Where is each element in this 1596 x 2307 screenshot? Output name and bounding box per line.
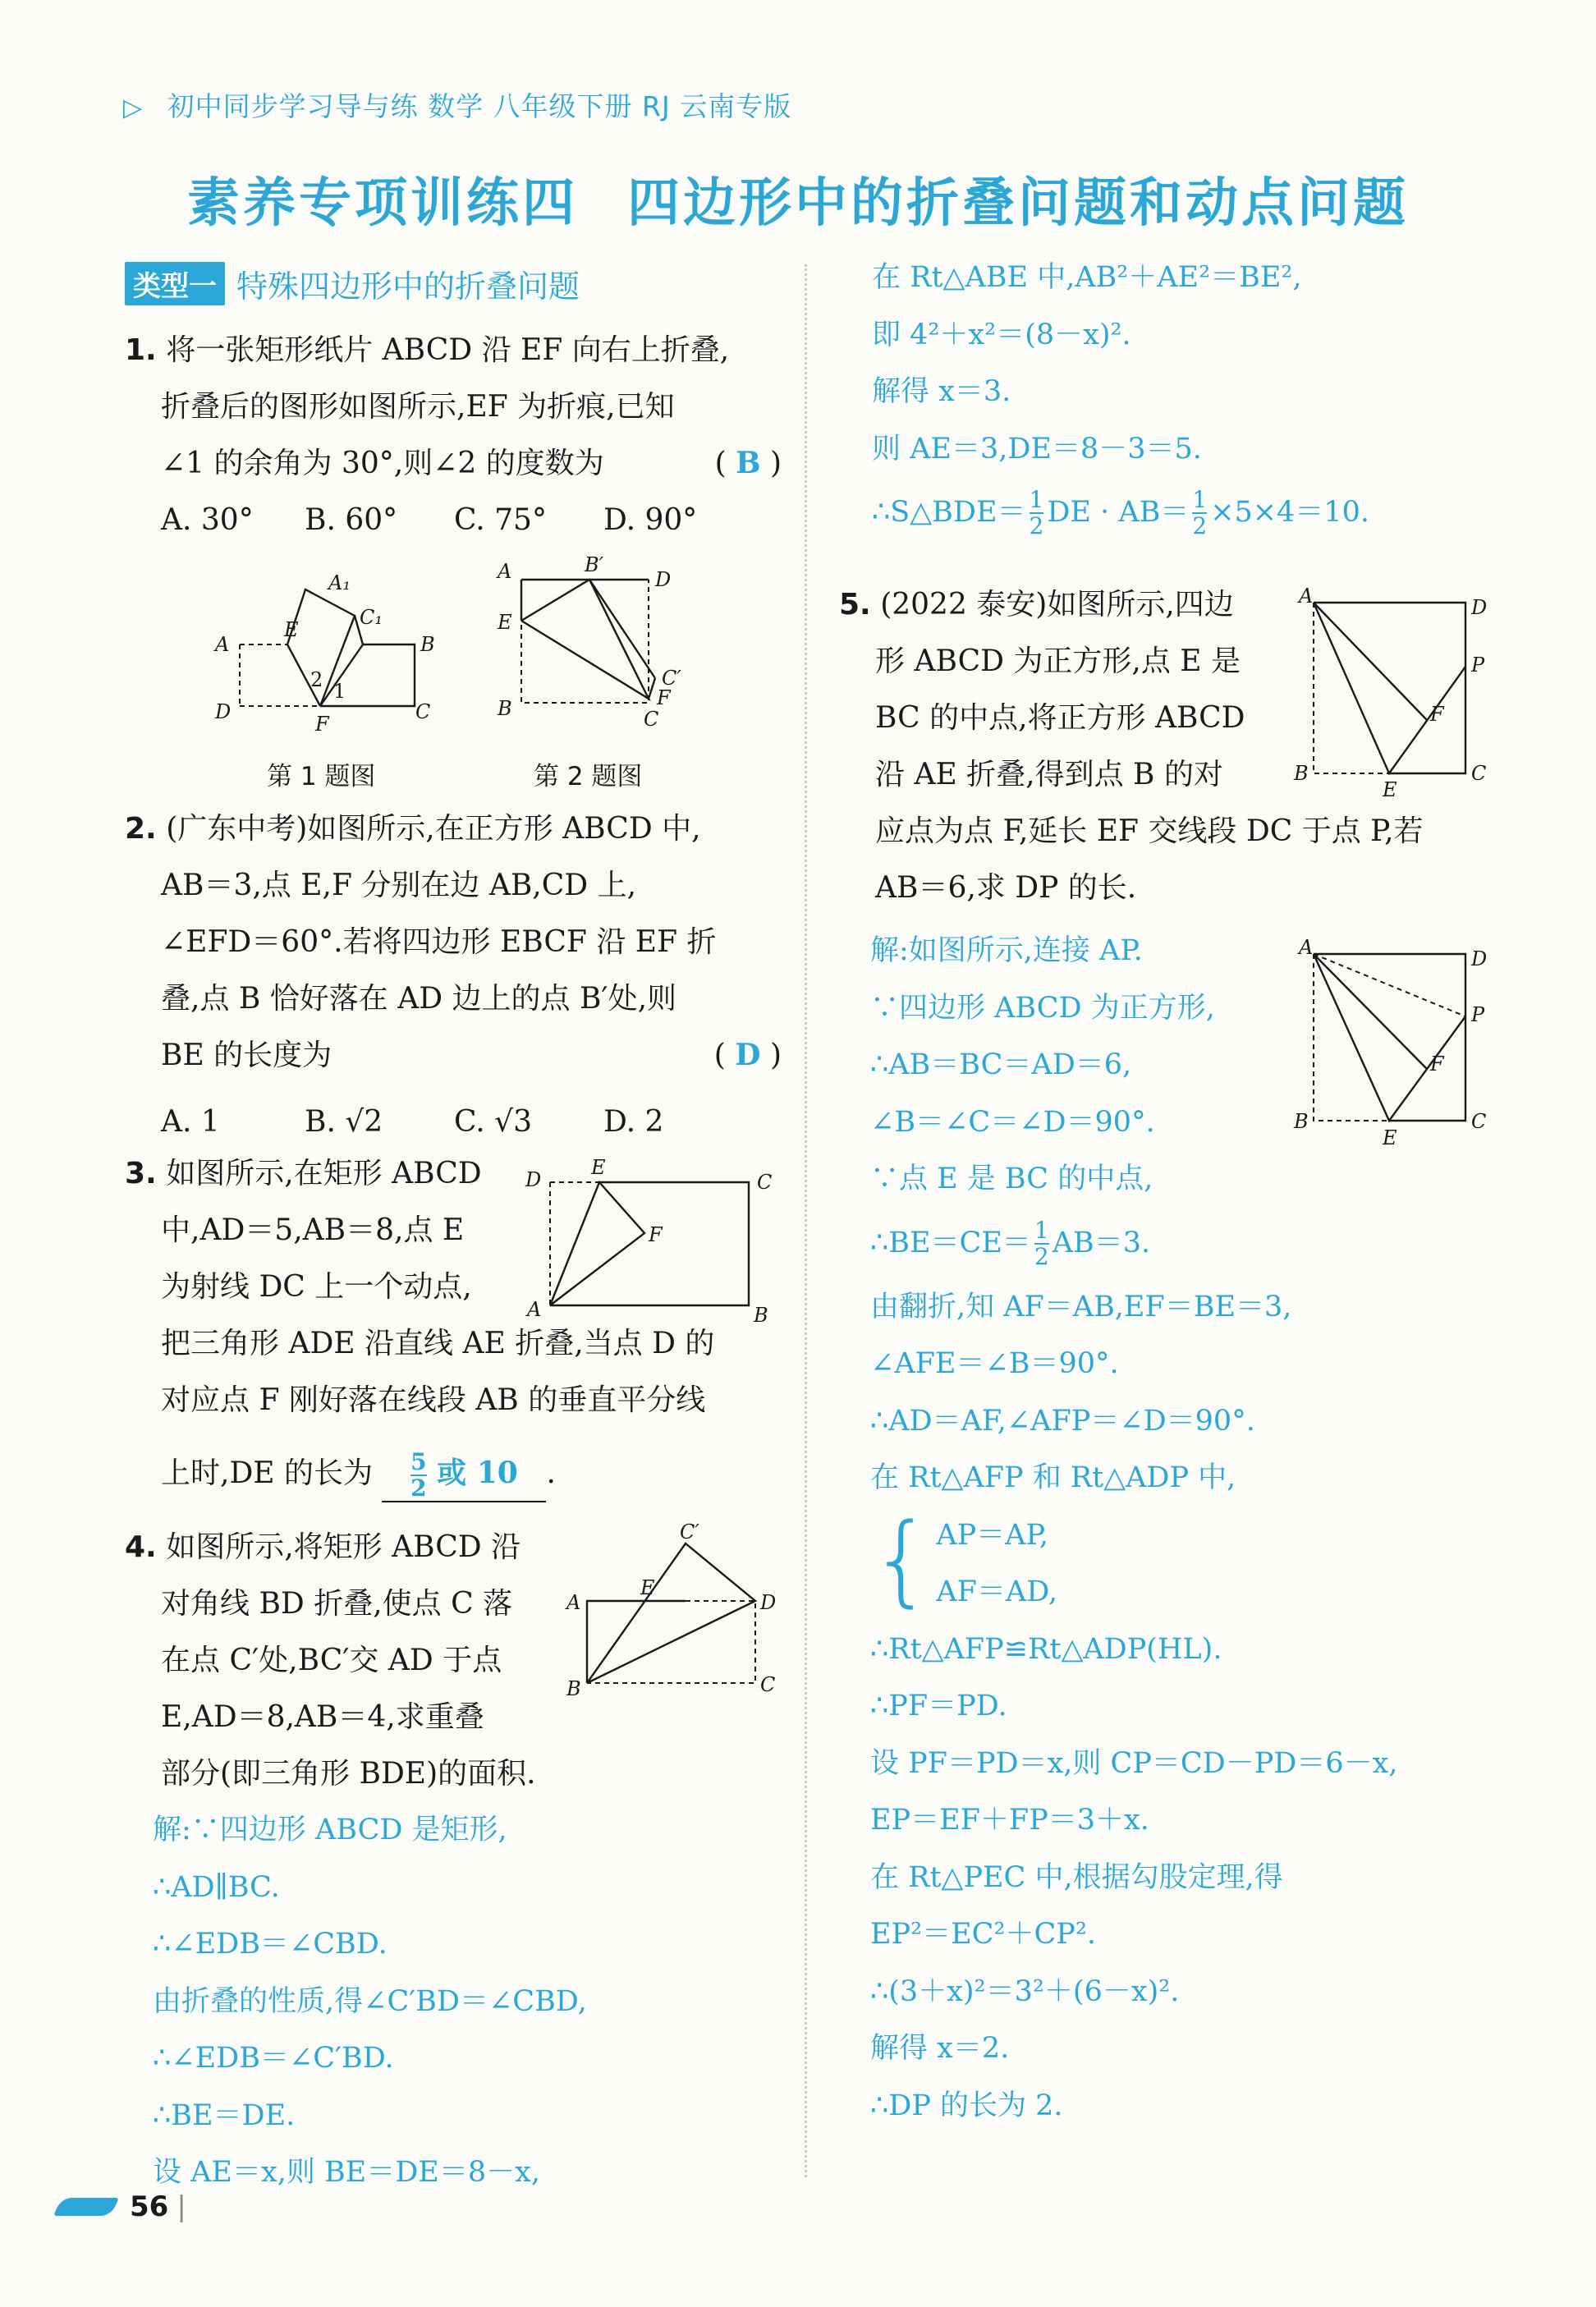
q3-end: .	[546, 1456, 556, 1490]
section-label: 特殊四边形中的折叠问题	[236, 268, 580, 305]
section-badge: 类型一	[125, 262, 225, 305]
fig4-label-C-prime: C′	[680, 1520, 699, 1543]
fig5b-label-D: D	[1471, 947, 1488, 970]
q3-answer-blank	[382, 1450, 546, 1502]
fig1-label-A1: A₁	[328, 571, 351, 594]
running-header	[123, 85, 791, 124]
fig3-label-C: C	[757, 1171, 773, 1194]
fraction-half	[1192, 485, 1208, 539]
q4-solution-line: ∴BE＝DE.	[153, 2098, 296, 2132]
q5-be-end: AB＝3.	[1052, 1226, 1151, 1259]
fig2-label-C-prime: C′	[662, 667, 681, 690]
figure-1	[213, 566, 443, 747]
question-2	[125, 800, 782, 1150]
q2-option: A. 1	[161, 1105, 220, 1139]
fig5-label-D: D	[1471, 596, 1488, 619]
q2-answer: D	[735, 1038, 761, 1072]
fig2-label-B: B	[498, 697, 512, 720]
fig3-label-A: A	[527, 1298, 542, 1321]
q5-line: 沿 AE 折叠,得到点 B 的对	[875, 758, 1223, 791]
fig4-label-B: B	[566, 1677, 581, 1700]
q3-answer-num: 5	[410, 1448, 427, 1475]
figure-4	[558, 1519, 788, 1708]
q4-area-line	[872, 484, 1545, 542]
q5-solution-line: ∠AFE＝∠B＝90°.	[870, 1347, 1119, 1380]
fig1-label-B: B	[420, 633, 435, 656]
question-1	[125, 322, 782, 548]
q4-solution-line: 解:∵四边形 ABCD 是矩形,	[153, 1814, 507, 1846]
figure-3	[517, 1149, 780, 1330]
page-marker-icon	[53, 2198, 119, 2216]
q5-line: BC 的中点,将正方形 ABCD	[875, 701, 1245, 735]
fig3-label-E: E	[591, 1156, 606, 1179]
q5-solution-line: EP²＝EC²＋CP².	[870, 1918, 1096, 1951]
q5-line: 应点为点 F,延长 EF 交线段 DC 于点 P,若	[875, 814, 1424, 848]
q4-solution	[153, 1802, 793, 2202]
q5-brace-line: AF＝AD,	[936, 1575, 1058, 1608]
fig2-label-D: D	[655, 568, 672, 591]
fraction-den: 2	[1034, 1242, 1049, 1270]
q1-answer-bracket: ( B )	[714, 446, 782, 480]
q2-option: D. 2	[603, 1105, 664, 1139]
q4-area-lead: ∴S△BDE＝	[872, 496, 1026, 529]
fig5b-label-A: A	[1299, 936, 1314, 959]
q5-be-line	[870, 1209, 1543, 1279]
fig5-label-C: C	[1471, 762, 1487, 785]
q5-solution-line: 由翻折,知 AF＝AB,EF＝BE＝3,	[870, 1290, 1292, 1323]
fraction-num: 1	[1029, 485, 1044, 513]
fig1-label-D: D	[215, 700, 232, 723]
q5-solution-line: ∴(3＋x)²＝3²＋(6－x)².	[870, 1974, 1180, 2008]
fig5b-label-B: B	[1294, 1110, 1309, 1133]
q4-solution-line: ∴AD∥BC.	[153, 1870, 280, 1904]
fig5b-label-E: E	[1383, 1126, 1397, 1149]
q2-answer-bracket: ( D )	[713, 1038, 782, 1072]
fraction-den: 2	[1029, 511, 1044, 539]
q5-solution-line: ∴AB＝BC＝AD＝6,	[870, 1048, 1132, 1081]
fig1-label-C: C	[415, 700, 431, 723]
q4-solution-line: 设 AE＝x,则 BE＝DE＝8－x,	[153, 2156, 540, 2189]
fig5b-label-F: F	[1430, 1053, 1444, 1076]
q3-line: 为射线 DC 上一个动点,	[161, 1270, 472, 1304]
q3-line: 对应点 F 刚好落在线段 AB 的垂直平分线	[161, 1383, 706, 1417]
q2-line: (广东中考)如图所示,在正方形 ABCD 中,	[166, 812, 701, 846]
q3-line: 上时,DE 的长为	[161, 1456, 374, 1490]
q4-solution-line: ∴∠EDB＝∠C′BD.	[153, 2042, 394, 2075]
figure-5-solution	[1289, 936, 1502, 1158]
title-part2: 四边形中的折叠问题和动点问题	[627, 173, 1409, 234]
q5-solution-line: ∠B＝∠C＝∠D＝90°.	[870, 1105, 1155, 1139]
q2-line: ∠EFD＝60°.若将四边形 EBCF 沿 EF 折	[161, 925, 717, 959]
fraction-num: 1	[1034, 1216, 1049, 1244]
q2-option: C. √3	[454, 1105, 532, 1139]
q5-line: 形 ABCD 为正方形,点 E 是	[875, 644, 1241, 678]
fig5-label-E: E	[1383, 778, 1397, 801]
q2-line: BE 的长度为	[161, 1039, 332, 1072]
q5-brace-line: AP＝AP,	[936, 1518, 1049, 1552]
q4-solution-continued	[872, 250, 1545, 542]
page-number-bar-icon: |	[177, 2190, 186, 2223]
q5-solution-line: ∴Rt△AFP≌Rt△ADP(HL).	[870, 1632, 1222, 1666]
q1-number: 1.	[125, 333, 157, 367]
q4-number: 4.	[125, 1530, 157, 1564]
q5-line: (2022 泰安)如图所示,四边	[880, 588, 1234, 621]
q4-line: E,AD＝8,AB＝4,求重叠	[161, 1700, 484, 1734]
fig5b-label-P: P	[1471, 1003, 1485, 1026]
page-number-text: 56	[130, 2190, 169, 2223]
fig3-label-B: B	[754, 1304, 768, 1327]
q1-option: C. 75°	[454, 503, 547, 537]
q3-line: 把三角形 ADE 沿直线 AE 折叠,当点 D 的	[161, 1327, 715, 1360]
page-title	[0, 161, 1596, 236]
q4-line: 在点 C′处,BC′交 AD 于点	[161, 1644, 502, 1677]
q3-line: 如图所示,在矩形 ABCD	[166, 1157, 482, 1190]
fig2-label-E: E	[498, 611, 512, 634]
q4-area-mid: DE · AB＝	[1047, 496, 1190, 529]
fig1-label-A: A	[215, 633, 230, 656]
brace-icon: {	[870, 1502, 933, 1617]
q5-solution-line: 解:如图所示,连接 AP.	[870, 934, 1143, 967]
fig1-angle-1: 1	[333, 680, 346, 703]
fig1-angle-2: 2	[310, 668, 323, 691]
fig2-label-C: C	[644, 708, 659, 731]
fig2-label-B-prime: B′	[585, 555, 604, 576]
fig5-label-P: P	[1471, 654, 1485, 677]
fig1-label-F: F	[315, 713, 329, 736]
q4-area-end: ×5×4＝10.	[1210, 496, 1369, 529]
q5-solution-line: ∴AD＝AF,∠AFP＝∠D＝90°.	[870, 1404, 1255, 1438]
q5-solution-line: ∵四边形 ABCD 为正方形,	[870, 991, 1215, 1025]
fig5b-label-C: C	[1471, 1110, 1487, 1133]
fraction-num: 1	[1192, 485, 1208, 513]
q4-solution-line: 由折叠的性质,得∠C′BD＝∠CBD,	[153, 1984, 587, 2018]
q1-option: B. 60°	[305, 503, 398, 537]
q5-solution-line: 设 PF＝PD＝x,则 CP＝CD－PD＝6－x,	[870, 1746, 1398, 1780]
q5-line: AB＝6,求 DP 的长.	[875, 871, 1137, 905]
fig5-label-A: A	[1299, 585, 1314, 608]
fig2-label-F: F	[657, 686, 671, 709]
q5-number: 5.	[839, 588, 871, 621]
q4-line: 部分(即三角形 BDE)的面积.	[161, 1757, 536, 1791]
q4-solution-line: ∴∠EDB＝∠CBD.	[153, 1928, 388, 1961]
q4-solution-right-line: 在 Rt△ABE 中,AB²＋AE²＝BE²,	[872, 261, 1302, 294]
q5-solution-line: 在 Rt△PEC 中,根据勾股定理,得	[870, 1860, 1283, 1894]
q1-line: 折叠后的图形如图所示,EF 为折痕,已知	[161, 390, 675, 424]
q2-line: AB＝3,点 E,F 分别在边 AB,CD 上,	[161, 869, 637, 902]
fig5-label-B: B	[1294, 762, 1309, 785]
q3-number: 3.	[125, 1157, 157, 1190]
q4-solution-right-line: 解得 x＝3.	[872, 375, 1011, 408]
fig1-label-E: E	[284, 618, 299, 641]
q2-number: 2.	[125, 812, 157, 846]
page-number	[57, 2190, 186, 2223]
fig3-label-D: D	[525, 1168, 542, 1191]
q4-solution-right-line: 即 4²＋x²＝(8－x)².	[872, 318, 1131, 351]
fig4-label-C: C	[760, 1673, 776, 1696]
fig4-label-A: A	[566, 1591, 581, 1614]
q4-solution-right-line: 则 AE＝3,DE＝8－3＝5.	[872, 432, 1202, 466]
column-divider	[805, 264, 807, 2177]
fraction-half	[1029, 485, 1044, 539]
fraction-den: 2	[1192, 511, 1208, 539]
q4-line: 对角线 BD 折叠,使点 C 落	[161, 1587, 513, 1621]
q5-solution-line: EP＝EF＋FP＝3＋x.	[870, 1804, 1149, 1837]
title-part1: 素养专项训练四	[187, 173, 578, 234]
q5-be-lead: ∴BE＝CE＝	[870, 1226, 1031, 1259]
q1-line: ∠1 的余角为 30°,则∠2 的度数为	[161, 447, 604, 480]
q1-answer: B	[736, 446, 761, 480]
q5-solution-line: 解得 x＝2.	[870, 2032, 1010, 2065]
fig3-label-F: F	[649, 1223, 663, 1246]
section-heading	[125, 261, 580, 306]
q3-answer-den: 2	[410, 1475, 427, 1502]
q5-solution-line: 在 Rt△AFP 和 Rt△ADP 中,	[870, 1461, 1236, 1494]
q2-line: 叠,点 B 恰好落在 AD 边上的点 B′处,则	[161, 982, 677, 1016]
q1-line: 将一张矩形纸片 ABCD 沿 EF 向右上折叠,	[166, 333, 730, 367]
fig4-label-D: D	[760, 1591, 777, 1614]
header-text: 初中同步学习导与练 数学 八年级下册 RJ 云南专版	[167, 90, 792, 122]
q4-line: 如图所示,将矩形 ABCD 沿	[166, 1530, 521, 1564]
q3-answer-rest: 或 10	[437, 1456, 518, 1490]
q2-option: B. √2	[305, 1105, 383, 1139]
q1-option: A. 30°	[161, 503, 254, 537]
q5-solution-line: ∵点 E 是 BC 的中点,	[870, 1163, 1153, 1195]
figure-5	[1289, 585, 1502, 806]
fig2-label-A: A	[498, 560, 512, 583]
fraction-half	[1034, 1218, 1049, 1269]
play-triangle-icon: ▷	[123, 94, 144, 122]
figure-2-caption: 第 2 题图	[534, 762, 643, 791]
fig1-label-C1: C₁	[360, 606, 383, 629]
q1-option: D. 90°	[603, 503, 698, 537]
figure-2	[493, 555, 690, 744]
q5-brace-system	[870, 1502, 1543, 1621]
q5-solution-line: ∴DP 的长为 2.	[870, 2089, 1063, 2122]
figure-1-caption: 第 1 题图	[267, 762, 376, 791]
q5-solution-line: ∴PF＝PD.	[870, 1690, 1007, 1722]
fig4-label-E: E	[640, 1576, 655, 1599]
fig5-label-F: F	[1430, 703, 1444, 726]
q3-line: 中,AD＝5,AB＝8,点 E	[161, 1213, 465, 1247]
